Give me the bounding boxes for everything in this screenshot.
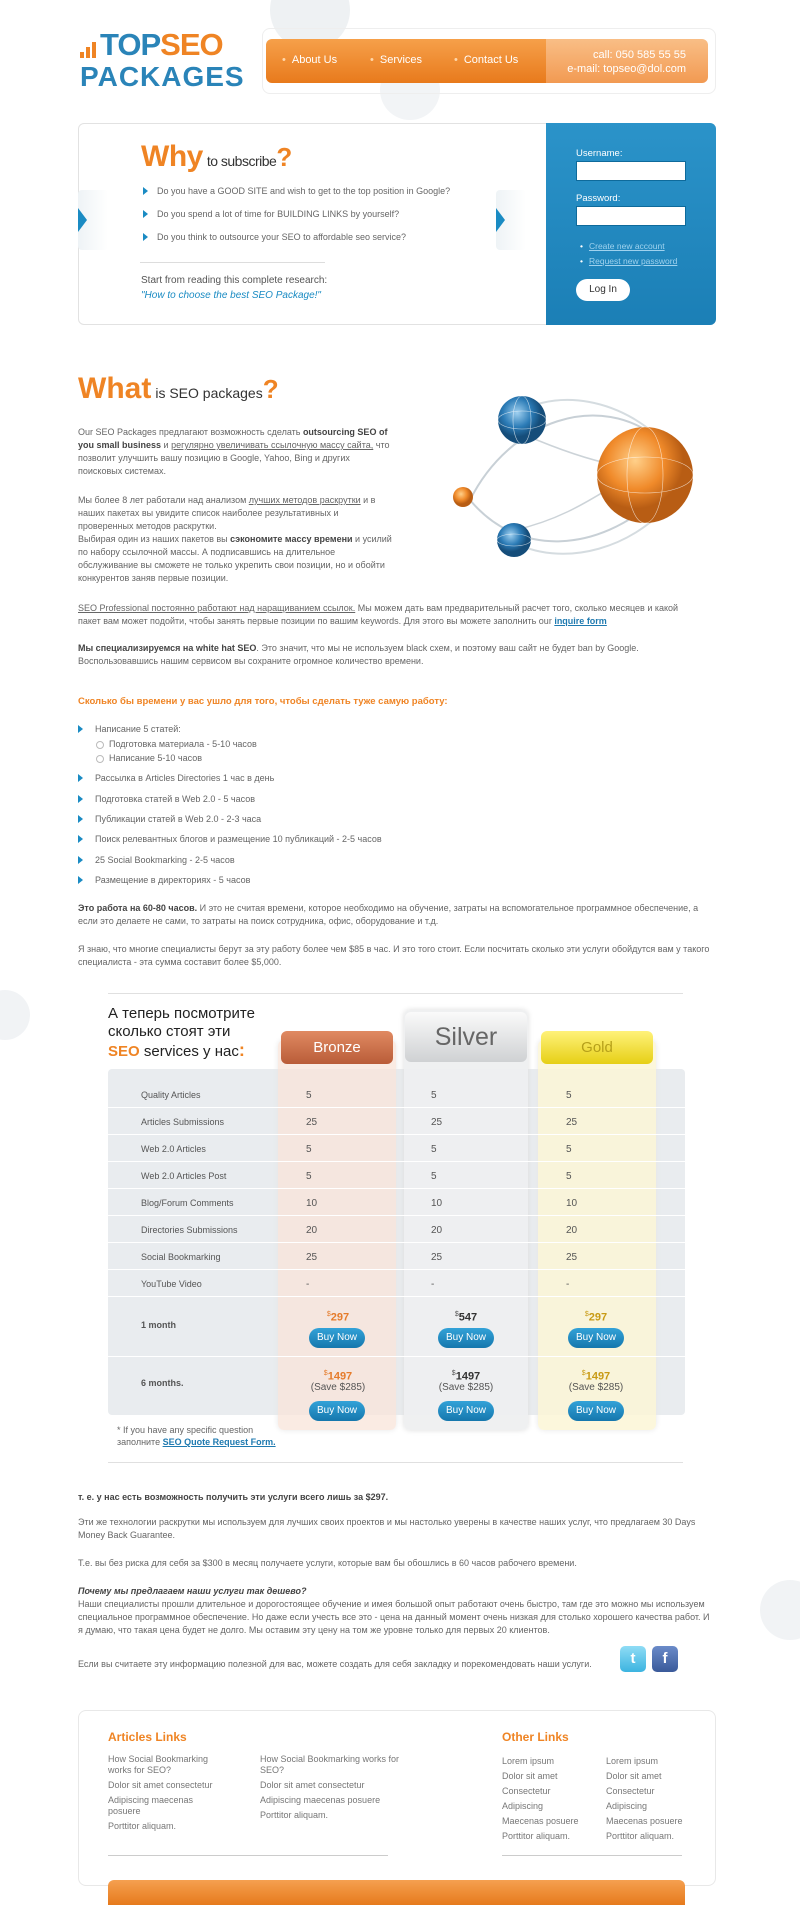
divider xyxy=(140,262,325,263)
why-subtitle: to subscribe xyxy=(206,153,277,169)
nav-about[interactable]: • About Us xyxy=(282,54,337,66)
bronze-month-buy-button[interactable]: Buy Now xyxy=(309,1328,365,1348)
bookmark-paragraph: Если вы считаете эту информацию полезной для вас, можете создать для себя закладку и порекомендовать наши услуги. xyxy=(78,1659,592,1669)
articles-col-2 xyxy=(260,1754,400,1821)
main-nav xyxy=(266,39,546,83)
what-question-mark: ? xyxy=(262,374,279,404)
table-row: Articles Submissions 25 25 25 xyxy=(108,1108,685,1135)
logo-seo: SEO xyxy=(160,27,223,62)
footer-link[interactable]: Adipiscing xyxy=(502,1801,544,1811)
what-title xyxy=(78,372,279,406)
username-input[interactable] xyxy=(576,161,686,181)
silver-header: Silver xyxy=(405,1012,527,1062)
why-list xyxy=(143,186,450,255)
silver-six-month-buy-button[interactable]: Buy Now xyxy=(438,1401,494,1421)
silver-six-month-price: $1497 (Save $285) xyxy=(438,1370,494,1394)
network-globes-illustration xyxy=(440,380,710,570)
password-input[interactable] xyxy=(576,206,686,226)
no-risk-paragraph: Т.е. вы без риска для себя за $300 в месяц получаете услуги, которые вам бы обошлись в 60 часов рабочего времени. xyxy=(78,1558,577,1568)
what-paragraph-4: SEO Professional постоянно работают над наращиванием ссылок. Мы можем дать вам предварительный расчет того, сколько месяцев и какой пакет вам может подойти, чтобы занять первые позиции по вашим keywords. Для этого вы можете заполнить our inquire form xyxy=(78,603,679,626)
gold-six-month-price: $1497 (Save $285) xyxy=(568,1370,624,1394)
footer-link[interactable]: Lorem ipsum xyxy=(606,1756,659,1766)
footer-link[interactable]: Dolor sit amet xyxy=(502,1771,558,1781)
six-month-row: 6 months. xyxy=(141,1378,184,1388)
pricing-title-line1: А теперь посмотрите xyxy=(108,1005,255,1022)
bronze-month-price: $297 xyxy=(326,1311,350,1324)
why-cheap-paragraph: Почему мы предлагаем наши услуги так дешево? Наши специалисты прошли длительное и дорогостоящее обучение и имея большой опыт работают очень быстро, там где это можно мы используем специальное программное обеспечение. Но даже если учесть все это - цена на данный момент очень низкая для столько хорошего качества работ. И я думаю, что такая цена будет не долго. Мы оставим эту цену на том же уровне только для первых 20 клиентов. xyxy=(78,1586,710,1635)
why-title-word: Why xyxy=(141,140,203,173)
time-heading: Сколько бы времени у вас ушло для того, чтобы сделать туже самую работу: xyxy=(78,696,448,707)
create-account-link[interactable]: • Create new account xyxy=(580,241,665,251)
footer-bar xyxy=(108,1880,685,1905)
footer-link[interactable]: Dolor sit amet xyxy=(606,1771,662,1781)
research-link[interactable]: "How to choose the best SEO Package!" xyxy=(141,290,321,301)
table-row: Quality Articles 5 5 5 xyxy=(108,1081,685,1108)
nav-contact[interactable]: • Contact Us xyxy=(454,54,518,66)
bronze-six-month-buy-button[interactable]: Buy Now xyxy=(309,1401,365,1421)
footer-link[interactable]: Adipiscing maecenas posuere xyxy=(108,1795,194,1816)
what-paragraph-5: Мы специализируемся на white hat SEO. Это значит, что мы не используем black схем, и поэтому ваш сайт не будет ban by Google. Воспользовавшись нашим сервисом вы сохраните огромное количество времени. xyxy=(78,643,639,666)
why-title xyxy=(141,140,292,174)
login-panel xyxy=(546,123,716,325)
footer-link[interactable]: Maecenas posuere xyxy=(606,1816,683,1826)
footer-link[interactable]: Maecenas posuere xyxy=(502,1816,579,1826)
time-list-item: Подготовка статей в Web 2.0 - 5 часов xyxy=(78,794,255,804)
note-text: * If you have any specific question xyxy=(117,1425,254,1435)
divider xyxy=(108,1855,388,1856)
footer-link[interactable]: How Social Bookmarking works for SEO? xyxy=(260,1754,400,1775)
bronze-header: Bronze xyxy=(281,1031,393,1064)
articles-links-title: Articles Links xyxy=(108,1730,187,1744)
guarantee-paragraph: Эти же технологии раскрутки мы используем для лучших своих проектов и мы настолько уверены в качестве наших услуг, что предлагаем 30 Days Money Back Guarantee. xyxy=(78,1517,696,1540)
what-paragraph-2: Мы более 8 лет работали над анализом лучших методов раскрутки и в наших пакетах вы увидите список наиболее результативных и проверенных методов раскрутки. xyxy=(78,495,376,531)
footer-link[interactable]: Porttitor aliquam. xyxy=(502,1831,571,1841)
footer-link[interactable]: Adipiscing maecenas posuere xyxy=(260,1795,381,1805)
login-button[interactable]: Log In xyxy=(576,279,630,301)
twitter-icon[interactable]: t xyxy=(620,1646,646,1672)
inquire-form-link[interactable]: inquire form xyxy=(554,616,607,626)
time-list-item: Написание 5 статей: xyxy=(78,724,181,734)
logo[interactable] xyxy=(80,27,245,98)
footer-link[interactable]: Porttitor aliquam. xyxy=(260,1810,329,1820)
time-list-subitem: Написание 5-10 часов xyxy=(78,753,202,763)
gold-six-month-buy-button[interactable]: Buy Now xyxy=(568,1401,624,1421)
quote-request-link[interactable]: SEO Quote Request Form. xyxy=(162,1437,276,1447)
chart-bars-icon xyxy=(80,36,102,58)
what-subtitle: is SEO packages xyxy=(155,385,263,401)
request-password-link[interactable]: • Request new password xyxy=(580,256,677,266)
why-item: Do you have a GOOD SITE and wish to get to the top position in Google? xyxy=(143,186,450,209)
why-item: Do you spend a lot of time for BUILDING LINKS by yourself? xyxy=(143,209,450,232)
time-list-item: Размещение в директориях - 5 часов xyxy=(78,875,250,885)
contact-phone: call: 050 585 55 55 xyxy=(593,49,686,61)
time-list-item: Поиск релевантных блогов и размещение 10 публикаций - 2-5 часов xyxy=(78,834,382,844)
price-summary: т. е. у нас есть возможность получить эти услуги всего лишь за $297. xyxy=(78,1492,389,1502)
bg-bubble xyxy=(760,1580,800,1640)
what-title-word: What xyxy=(78,372,152,405)
what-paragraph-3: Выбирая один из наших пакетов вы сэкономите массу времени и усилий по набору ссылочной массы. А подписавшись на длительное обслуживание вы сможете не только укрепить свои позиции, но и обойти конкурентов заняв первые позиции. xyxy=(78,534,392,583)
gold-header: Gold xyxy=(541,1031,653,1064)
other-links-title: Other Links xyxy=(502,1730,569,1744)
footer-link[interactable]: Adipiscing xyxy=(606,1801,648,1811)
slider-prev-icon[interactable] xyxy=(78,208,87,232)
table-row: Web 2.0 Articles Post 5 5 5 xyxy=(108,1162,685,1189)
footer-link[interactable]: Dolor sit amet consectetur xyxy=(108,1780,213,1790)
time-list-item: 25 Social Bookmarking - 2-5 часов xyxy=(78,855,235,865)
table-row: YouTube Video - - - xyxy=(108,1270,685,1297)
logo-top: TOP xyxy=(100,27,161,62)
time-list-item: Рассылка в Articles Directories 1 час в день xyxy=(78,773,274,783)
pricing-title-line2: сколько стоят эти xyxy=(108,1023,231,1040)
price-paragraph: Я знаю, что многие специалисты берут за эту работу более чем $85 в час. И это того стоит. Если посчитать сколько эти услуги обойдутся вам у такого специалиста - эта сумма составит более $5,000. xyxy=(78,944,710,967)
divider xyxy=(502,1855,682,1856)
nav-services[interactable]: • Services xyxy=(370,54,422,66)
bg-bubble xyxy=(0,990,30,1040)
table-row: Social Bookmarking 25 25 25 xyxy=(108,1243,685,1270)
gold-month-buy-button[interactable]: Buy Now xyxy=(568,1328,624,1348)
gold-month-price: $297 xyxy=(584,1311,608,1324)
note-prefix: заполните xyxy=(117,1437,163,1447)
divider xyxy=(108,993,683,994)
contact-email[interactable]: e-mail: topseo@dol.com xyxy=(567,63,686,75)
other-col-1 xyxy=(502,1754,579,1844)
username-label: Username: xyxy=(576,148,623,159)
pricing-title-colon: : xyxy=(238,1040,245,1060)
pricing-title-seo: SEO xyxy=(108,1043,140,1060)
bronze-six-month-price: $1497 (Save $285) xyxy=(310,1370,366,1394)
footer-link[interactable]: Consectetur xyxy=(606,1786,655,1796)
footer-link[interactable]: Porttitor aliquam. xyxy=(108,1821,177,1831)
what-paragraph-1: Our SEO Packages предлагают возможность сделать outsourcing SEO of you small business и регулярно увеличивать ссылочную массу сайта, что позволит улучшить вашу позицию в Google, Yahoo, Bing и других поисковых системах. xyxy=(78,427,390,476)
why-read-text: Start from reading this complete research: xyxy=(141,275,328,286)
slider-next-icon[interactable] xyxy=(496,208,505,232)
footer-link[interactable]: Porttitor aliquam. xyxy=(606,1831,675,1841)
table-row: Web 2.0 Articles 5 5 5 xyxy=(108,1135,685,1162)
contact-box xyxy=(546,39,708,83)
pricing-title xyxy=(108,1005,255,1061)
footer-link[interactable]: Dolor sit amet consectetur xyxy=(260,1780,365,1790)
footer-link[interactable]: How Social Bookmarking works for SEO? xyxy=(108,1754,209,1775)
password-label: Password: xyxy=(576,193,621,204)
table-row: Blog/Forum Comments 10 10 10 xyxy=(108,1189,685,1216)
why-item: Do you think to outsource your SEO to affordable seo service? xyxy=(143,232,450,255)
time-list-subitem: Подготовка материала - 5-10 часов xyxy=(78,739,257,749)
facebook-icon[interactable]: f xyxy=(652,1646,678,1672)
logo-packages: PACKAGES xyxy=(80,61,245,92)
footer-link[interactable]: Consectetur xyxy=(502,1786,551,1796)
time-list-item: Публикации статей в Web 2.0 - 2-3 часа xyxy=(78,814,261,824)
divider xyxy=(108,1462,683,1463)
footer-link[interactable]: Lorem ipsum xyxy=(502,1756,555,1766)
month-row: 1 month xyxy=(108,1297,685,1357)
other-col-2 xyxy=(606,1754,683,1844)
table-row: Directories Submissions 20 20 20 xyxy=(108,1216,685,1243)
silver-month-price: $547 xyxy=(454,1311,478,1324)
pricing-note xyxy=(117,1424,276,1448)
silver-month-buy-button[interactable]: Buy Now xyxy=(438,1328,494,1348)
work-hours-paragraph: Это работа на 60-80 часов. И это не считая времени, которое необходимо на обучение, затраты на вспомогательное программное обеспечение, а если это делаете не сами, то затраты на поиск сотрудника, офис, оборудование и т.д. xyxy=(78,903,699,926)
why-question-mark: ? xyxy=(276,142,292,172)
articles-col-1 xyxy=(108,1754,223,1832)
pricing-title-line3: services у нас xyxy=(139,1043,239,1060)
